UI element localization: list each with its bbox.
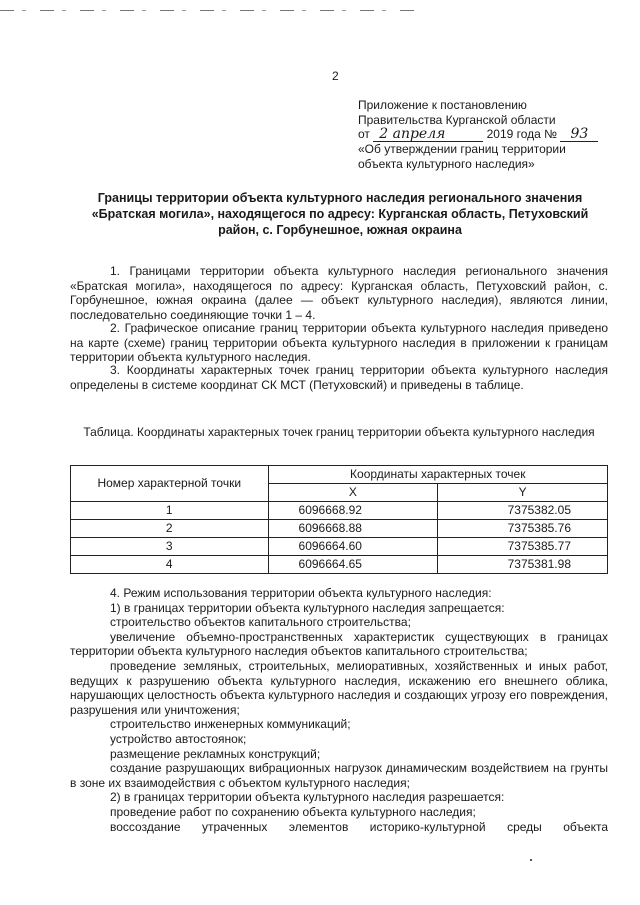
page-number: 2 (332, 69, 339, 83)
point-number: 4 (71, 556, 269, 574)
header-x: X (268, 484, 438, 502)
list-item: воссоздание утраченных элементов историко-культурной среды объекта (110, 819, 608, 834)
appendix-header (358, 98, 598, 171)
header-coordinates: Координаты характерных точек (268, 466, 607, 484)
table-row (71, 520, 608, 538)
scan-top-edge (0, 10, 420, 11)
header-y: Y (438, 484, 608, 502)
appendix-line-1: Приложение к постановлению (358, 98, 527, 112)
list-item: строительство инженерных коммуникаций; (110, 717, 351, 732)
prohibited-heading: 1) в границах территории объекта культурного наследия запрещается: (110, 600, 505, 615)
section-4-heading: 4. Режим использования территории объекта культурного наследия: (110, 586, 492, 600)
appendix-line-5: объекта культурного наследия» (358, 156, 535, 171)
list-item: строительство объектов капитального строительства; (110, 615, 411, 630)
table-row (71, 556, 608, 574)
coord-y: 7375381.98 (438, 556, 608, 574)
scan-speck (530, 859, 532, 861)
appendix-line-4: «Об утверждении границ территории (358, 142, 566, 156)
point-number: 2 (71, 520, 269, 538)
table-row (71, 538, 608, 556)
coord-y: 7375385.76 (438, 520, 608, 538)
table-caption: Таблица. Координаты характерных точек границ территории объекта культурного наследия (83, 425, 595, 439)
list-item: проведение земляных, строительных, мелиоративных, хозяйственных и иных работ, ведущих к разрушению объекта культурного наследия, искажению его внешнего облика, нарушающих целостность объекта культурного наследия и создающих угрозу его повреждения, разрушения или уничтожения; (70, 658, 608, 717)
coord-x: 6096668.88 (268, 520, 438, 538)
permitted-heading: 2) в границах территории объекта культурного наследия разрешается: (110, 790, 505, 805)
handwritten-date: 2 апреля (373, 128, 483, 142)
coord-x: 6096664.60 (268, 538, 438, 556)
point-number: 1 (71, 502, 269, 520)
year-text: 2019 года № (486, 127, 558, 141)
header-point-number: Номер характерной точки (71, 466, 269, 502)
paragraph-1: 1. Границами территории объекта культурного наследия регионального значения «Братская могила», находящегося по адресу: Курганская область, Петуховский район, с. Горбунешное, южная окраина (далее — объект культурного наследия), являются линии, последовательно соединяющие точки 1 – 4. (70, 264, 608, 322)
list-item: проведение работ по сохранению объекта культурного наследия; (110, 804, 476, 819)
coord-x: 6096668.92 (268, 502, 438, 520)
table-row (71, 502, 608, 520)
coord-y: 7375385.77 (438, 538, 608, 556)
coordinates-table (70, 465, 608, 574)
coord-y: 7375382.05 (438, 502, 608, 520)
coord-x: 6096664.65 (268, 556, 438, 574)
paragraph-2: 2. Графическое описание границ территории объекта культурного наследия приведено на карте (схеме) границ территории объекта культурного наследия в приложении к границам территории объекта культурного наследия. (70, 321, 608, 365)
appendix-line-2: Правительства Курганской области (358, 112, 556, 127)
list-item: размещение рекламных конструкций; (110, 746, 321, 761)
point-number: 3 (71, 538, 269, 556)
document-title: Границы территории объекта культурного наследия регионального значения «Братская могила», находящегося по адресу: Курганская область, Петуховский район, с. Горбунешное, южная окраина (91, 191, 589, 237)
handwritten-number: 93 (560, 128, 598, 142)
section-4 (70, 586, 608, 834)
list-item: устройство автостоянок; (110, 731, 247, 746)
list-item: увеличение объемно-пространственных характеристик существующих в границах территории объекта культурного наследия объектов капитального строительства; (70, 629, 608, 659)
paragraph-3: 3. Координаты характерных точек границ территории объекта культурного наследия определены в системе координат СК МСТ (Петуховский) и приведены в таблице. (70, 363, 608, 392)
from-label: от (358, 127, 370, 141)
list-item: создание разрушающих вибрационных нагрузок динамическим воздействием на грунты в зоне их взаимодействия с объектом культурного наследия; (70, 761, 608, 790)
appendix-date-line (358, 127, 598, 142)
